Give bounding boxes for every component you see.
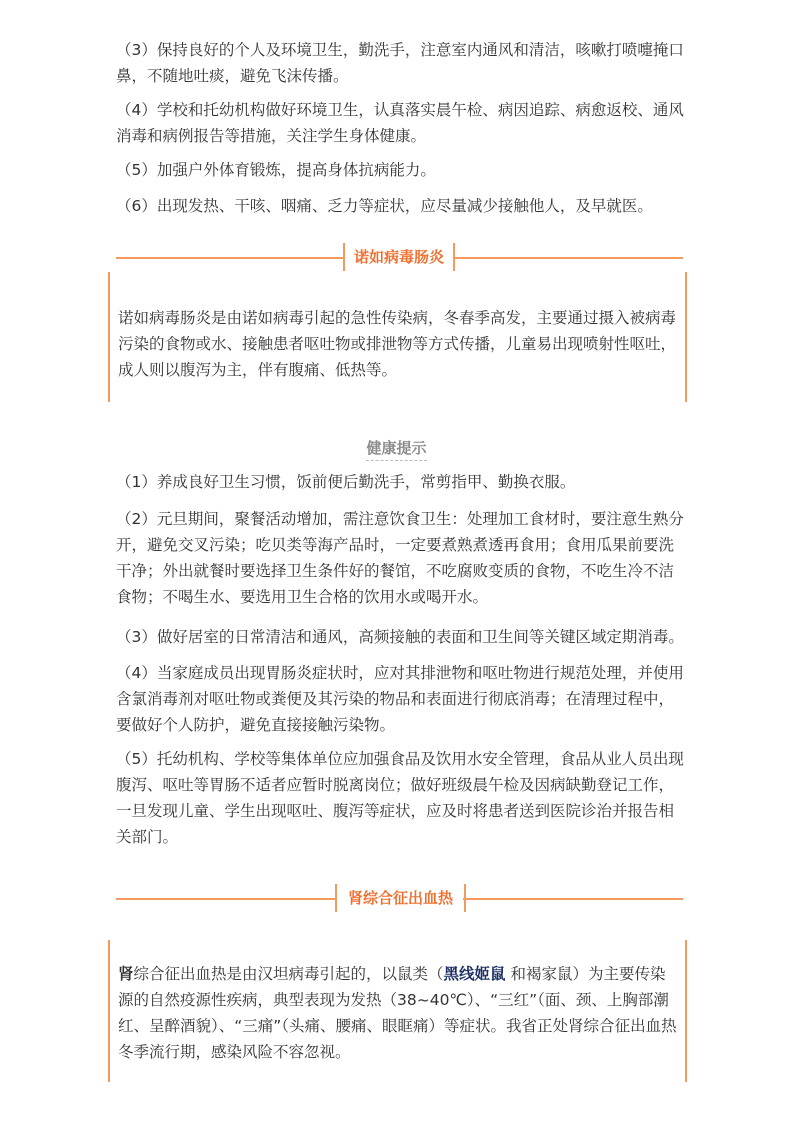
- health-tip-2: （2）元旦期间，聚餐活动增加，需注意饮食卫生：处理加工食材时，要注意生熟分开，避免交叉污染；吃贝类等海产品时，一定要煮熟煮透再食用；食用瓜果前要洗干净；外出就餐时要选择卫生条件好的餐馆，不吃腐败变质的食物，不吃生冷不洁食物；不喝生水、要选用卫生合格的饮用水或喝开水。: [116, 510, 684, 606]
- hfrs-first-char: 肾: [118, 965, 134, 983]
- header-divider-right: [454, 257, 683, 259]
- hfrs-text-part2: 和褐家鼠）为主要传染源的自然疫源性疾病，典型表现为发热（38~40℃）、“三红”（面、颈、上胸部潮红、呈醉酒貌）、“三痛”（头痛、腰痛、眼眶痛）等症状。我省正处肾综合征出血热冬季流行期，感染风险不容忽视。: [118, 965, 677, 1061]
- norovirus-title: 诺如病毒肠炎: [343, 243, 455, 271]
- health-tip-5: （5）托幼机构、学校等集体单位应加强食品及饮用水安全管理，食品从业人员出现腹泻、呕吐等胃肠不适者应暂时脱离岗位；做好班级晨午检及因病缺勤登记工作，一旦发现儿童、学生出现呕吐、腹泻等症状，应及时将患者送到医院诊治并报告相关部门。: [116, 750, 684, 846]
- header-divider-left: [116, 898, 336, 900]
- top-list-item-4: （4）学校和托幼机构做好环境卫生，认真落实晨午检、病因追踪、病愈返校、通风消毒和病例报告等措施，关注学生身体健康。: [116, 101, 684, 145]
- health-tips-heading: [0, 437, 793, 458]
- hfrs-section-header: [116, 881, 683, 911]
- health-tip-3: （3）做好居室的日常清洁和通风，高频接触的表面和卫生间等关键区域定期消毒。: [116, 628, 684, 646]
- header-divider-right: [463, 898, 683, 900]
- top-list-item-3: （3）保持良好的个人及环境卫生，勤洗手，注意室内通风和清洁，咳嗽打喷嚏掩口鼻，不随地吐痰，避免飞沫传播。: [116, 41, 684, 85]
- norovirus-section-header: [116, 240, 683, 270]
- health-tip-1: （1）养成良好卫生习惯，饭前便后勤洗手，常剪指甲、勤换衣服。: [116, 473, 576, 491]
- header-divider-left: [116, 257, 344, 259]
- hfrs-description-box: [108, 940, 687, 1082]
- hfrs-description: [118, 961, 678, 1065]
- hfrs-highlight-rodent: 黑线姬鼠: [443, 965, 506, 983]
- top-list-item-6: （6）出现发热、干咳、咽痛、乏力等症状，应尽量减少接触他人，及早就医。: [116, 197, 653, 215]
- health-tips-title: 健康提示: [366, 439, 426, 461]
- norovirus-description: 诺如病毒肠炎是由诺如病毒引起的急性传染病，冬春季高发，主要通过摄入被病毒污染的食物或水、接触患者呕吐物或排泄物等方式传播，儿童易出现喷射性呕吐，成人则以腹泻为主，伴有腹痛、低热等。: [118, 309, 677, 379]
- hfrs-text-part1: 综合征出血热是由汉坦病毒引起的，以鼠类（: [133, 965, 444, 983]
- norovirus-description-box: [108, 272, 687, 402]
- health-tip-4: （4）当家庭成员出现胃肠炎症状时，应对其排泄物和呕吐物进行规范处理，并使用含氯消毒剂对呕吐物或粪便及其污染的物品和表面进行彻底消毒；在清理过程中，要做好个人防护，避免直接接触污染物。: [116, 664, 684, 734]
- top-list-item-5: （5）加强户外体育锻炼，提高身体抗病能力。: [116, 161, 436, 179]
- hfrs-title: 肾综合征出血热: [335, 884, 466, 912]
